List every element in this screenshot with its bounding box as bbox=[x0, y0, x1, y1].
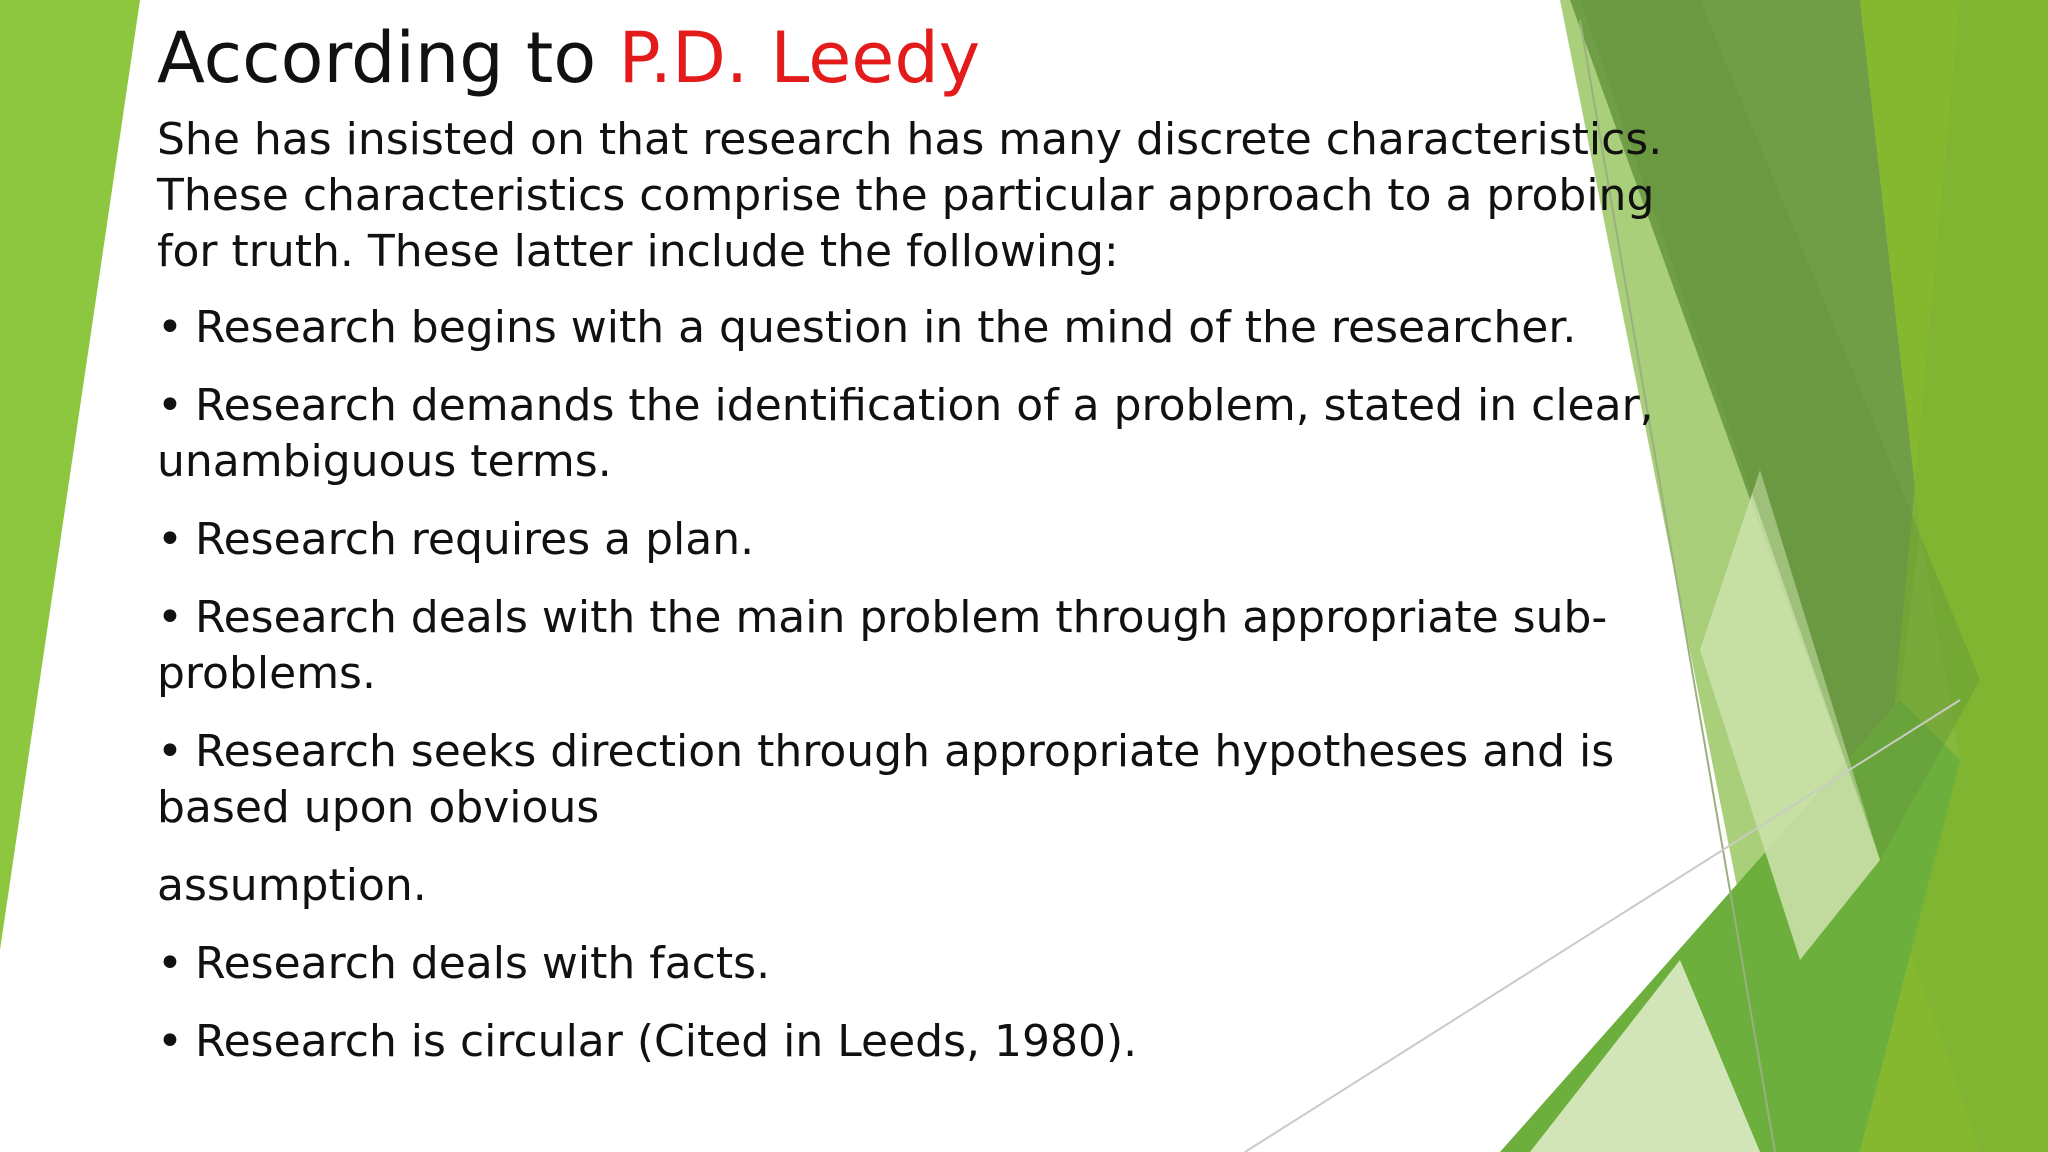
list-item bbox=[157, 724, 1697, 836]
list-item bbox=[157, 300, 1697, 356]
slide-content bbox=[157, 14, 1697, 1092]
bullet-icon: • bbox=[157, 938, 183, 989]
bullet-icon: • bbox=[157, 592, 183, 643]
list-item-text: Research seeks direction through appropriate hypotheses and is based upon obvious bbox=[157, 726, 1615, 833]
left-green-shape bbox=[0, 0, 140, 950]
bullet-icon: • bbox=[157, 1016, 183, 1067]
list-item bbox=[157, 936, 1697, 992]
list-item-continuation bbox=[157, 858, 1697, 914]
title-prefix: According to bbox=[157, 17, 619, 99]
list-item-text: Research is circular (Cited in Leeds, 1980). bbox=[195, 1016, 1138, 1067]
list-item bbox=[157, 590, 1697, 702]
bullet-list bbox=[157, 300, 1697, 1070]
list-item-text: Research deals with facts. bbox=[195, 938, 771, 989]
bullet-icon: • bbox=[157, 302, 183, 353]
list-item-text: Research begins with a question in the mind of the researcher. bbox=[195, 302, 1577, 353]
list-item bbox=[157, 378, 1697, 490]
bullet-icon: • bbox=[157, 380, 183, 431]
bullet-icon: • bbox=[157, 514, 183, 565]
slide-title bbox=[157, 14, 1697, 102]
list-item-text: Research demands the identification of a problem, stated in clear, unambiguous terms. bbox=[157, 380, 1654, 487]
intro-paragraph: She has insisted on that research has many discrete characteristics. These characteristics comprise the particular approach to a probing for truth. These latter include the following: bbox=[157, 114, 1663, 277]
list-item bbox=[157, 512, 1697, 568]
bullet-icon: • bbox=[157, 726, 183, 777]
list-item bbox=[157, 1014, 1697, 1070]
list-item-text: Research requires a plan. bbox=[195, 514, 755, 565]
title-author-name: P.D. Leedy bbox=[618, 17, 981, 99]
list-item-text: assumption. bbox=[157, 860, 427, 911]
list-item-text: Research deals with the main problem through appropriate sub-problems. bbox=[157, 592, 1608, 699]
